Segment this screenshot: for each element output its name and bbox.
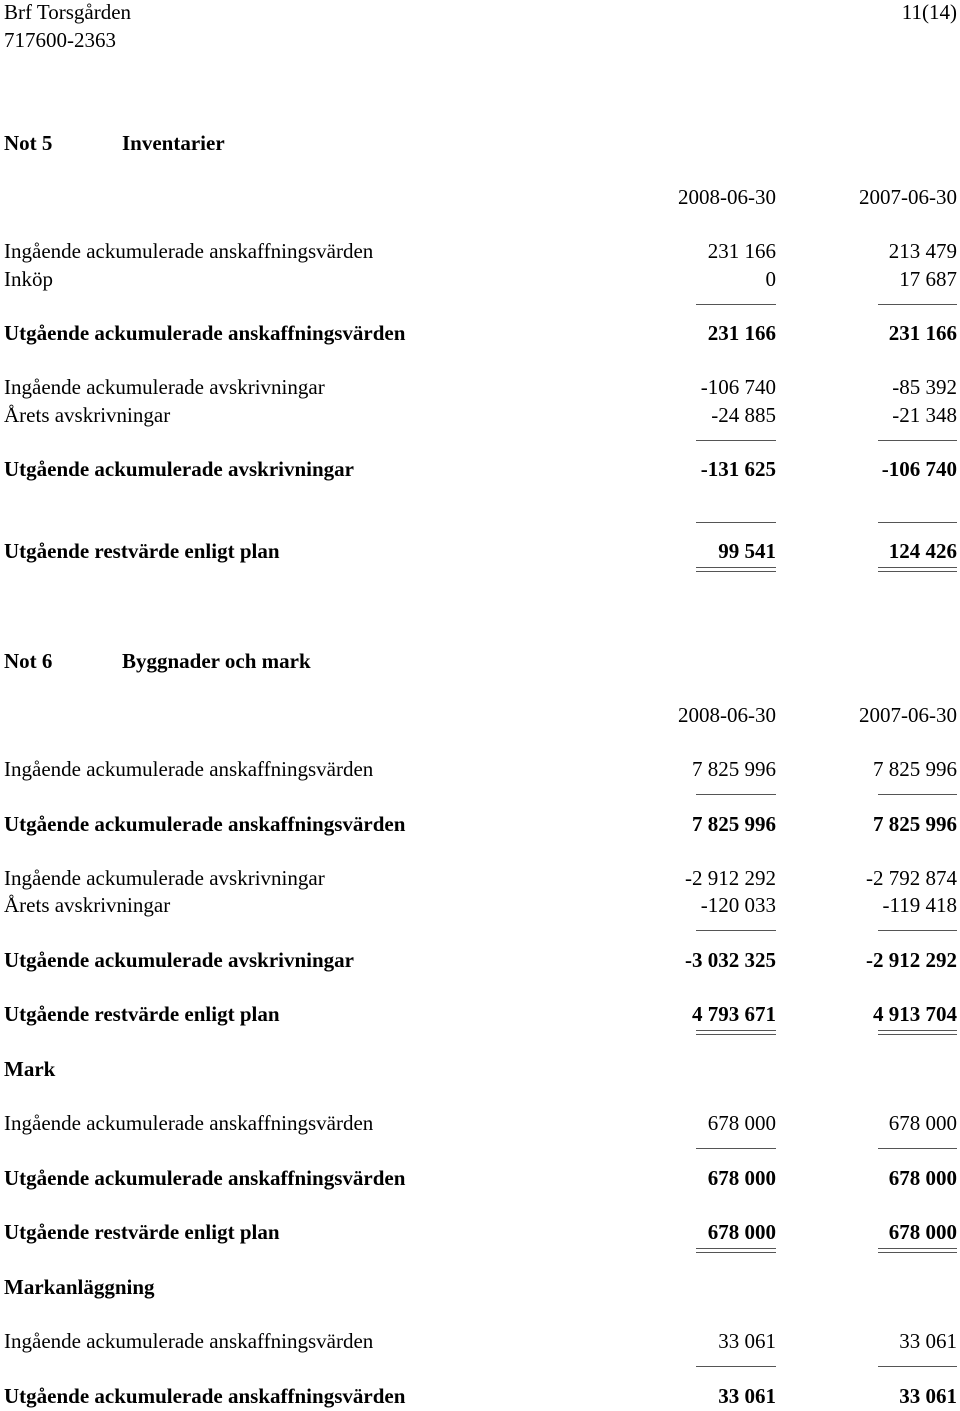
note6-row-label: Årets avskrivningar	[4, 893, 171, 917]
mark-row-value-2008: 678 000	[707, 1111, 776, 1135]
subtotal-rule	[878, 1148, 957, 1149]
note5-subtotal-value-2007: -106 740	[881, 457, 957, 481]
subtotal-rule	[696, 522, 776, 523]
note6-col2-header: 2007-06-30	[859, 703, 957, 727]
note5-label: Not 5	[4, 131, 53, 155]
mark-total-value-2008: 678 000	[707, 1220, 776, 1244]
subtotal-rule	[696, 1148, 776, 1149]
note5-total-label: Utgående restvärde enligt plan	[4, 539, 280, 563]
subtotal-rule	[696, 440, 776, 441]
total-double-rule	[878, 1030, 957, 1035]
subtotal-rule	[878, 440, 957, 441]
org-number: 717600-2363	[4, 28, 116, 52]
markanlaggning-subtotal-label: Utgående ackumulerade anskaffningsvärden	[4, 1384, 406, 1408]
note6-subtotal-label: Utgående ackumulerade anskaffningsvärden	[4, 812, 406, 836]
note5-row-value-2008: -106 740	[700, 375, 776, 399]
markanlaggning-subtotal-value-2008: 33 061	[718, 1384, 776, 1408]
note5-subtotal-label: Utgående ackumulerade anskaffningsvärden	[4, 321, 406, 345]
note5-total-value-2007: 124 426	[888, 539, 957, 563]
note5-col2-header: 2007-06-30	[859, 185, 957, 209]
note5-row-label: Ingående ackumulerade anskaffningsvärden	[4, 239, 374, 263]
markanlaggning-heading: Markanläggning	[4, 1275, 155, 1299]
mark-row-label: Ingående ackumulerade anskaffningsvärden	[4, 1111, 374, 1135]
subtotal-rule	[878, 930, 957, 931]
note5-row-value-2007: 17 687	[899, 267, 957, 291]
mark-total-label: Utgående restvärde enligt plan	[4, 1220, 280, 1244]
note6-total-label: Utgående restvärde enligt plan	[4, 1002, 280, 1026]
org-name: Brf Torsgården	[4, 0, 132, 24]
note6-row-label: Ingående ackumulerade anskaffningsvärden	[4, 757, 374, 781]
total-double-rule	[878, 567, 957, 572]
mark-subtotal-value-2007: 678 000	[888, 1166, 957, 1190]
markanlaggning-row-label: Ingående ackumulerade anskaffningsvärden	[4, 1329, 374, 1353]
note5-col1-header: 2008-06-30	[678, 185, 776, 209]
page-number: 11(14)	[901, 0, 957, 24]
subtotal-rule	[878, 304, 957, 305]
note5-row-value-2007: -85 392	[892, 375, 957, 399]
note5-row-label: Inköp	[4, 267, 53, 291]
subtotal-rule	[696, 304, 776, 305]
note6-row-label: Ingående ackumulerade avskrivningar	[4, 866, 325, 890]
subtotal-rule	[696, 1366, 776, 1367]
note5-subtotal-value-2008: -131 625	[700, 457, 776, 481]
total-double-rule	[696, 567, 776, 572]
note6-subtotal-value-2008: -3 032 325	[685, 948, 776, 972]
note6-subtotal-value-2007: -2 912 292	[866, 948, 957, 972]
note5-total-value-2008: 99 541	[718, 539, 776, 563]
note5-subtotal-value-2007: 231 166	[888, 321, 957, 345]
note6-total-value-2008: 4 793 671	[692, 1002, 776, 1026]
note5-row-value-2008: 0	[765, 267, 776, 291]
note5-subtotal-label: Utgående ackumulerade avskrivningar	[4, 457, 355, 481]
note6-subtotal-label: Utgående ackumulerade avskrivningar	[4, 948, 355, 972]
markanlaggning-row-value-2007: 33 061	[899, 1329, 957, 1353]
subtotal-rule	[696, 794, 776, 795]
mark-row-value-2007: 678 000	[888, 1111, 957, 1135]
note6-row-value-2007: -2 792 874	[866, 866, 957, 890]
markanlaggning-subtotal-value-2007: 33 061	[899, 1384, 957, 1408]
total-double-rule	[696, 1030, 776, 1035]
note5-title: Inventarier	[122, 131, 225, 155]
note6-col1-header: 2008-06-30	[678, 703, 776, 727]
mark-subtotal-value-2008: 678 000	[707, 1166, 776, 1190]
subtotal-rule	[878, 1366, 957, 1367]
mark-total-value-2007: 678 000	[888, 1220, 957, 1244]
note6-row-value-2007: -119 418	[882, 893, 957, 917]
subtotal-rule	[878, 522, 957, 523]
note6-subtotal-value-2008: 7 825 996	[692, 812, 776, 836]
note6-subtotal-value-2007: 7 825 996	[873, 812, 957, 836]
note6-row-value-2007: 7 825 996	[873, 757, 957, 781]
note6-row-value-2008: -120 033	[700, 893, 776, 917]
note6-total-value-2007: 4 913 704	[873, 1002, 957, 1026]
total-double-rule	[696, 1248, 776, 1253]
markanlaggning-row-value-2008: 33 061	[718, 1329, 776, 1353]
note5-subtotal-value-2008: 231 166	[707, 321, 776, 345]
note5-row-value-2008: 231 166	[707, 239, 776, 263]
subtotal-rule	[696, 930, 776, 931]
subtotal-rule	[878, 794, 957, 795]
note5-row-value-2007: -21 348	[892, 403, 957, 427]
total-double-rule	[878, 1248, 957, 1253]
note6-label: Not 6	[4, 649, 53, 673]
note5-row-label: Ingående ackumulerade avskrivningar	[4, 375, 325, 399]
mark-heading: Mark	[4, 1057, 56, 1081]
note5-row-value-2007: 213 479	[888, 239, 957, 263]
note5-row-value-2008: -24 885	[711, 403, 776, 427]
note6-row-value-2008: 7 825 996	[692, 757, 776, 781]
note6-row-value-2008: -2 912 292	[685, 866, 776, 890]
note5-row-label: Årets avskrivningar	[4, 403, 171, 427]
mark-subtotal-label: Utgående ackumulerade anskaffningsvärden	[4, 1166, 406, 1190]
note6-title: Byggnader och mark	[122, 649, 311, 673]
